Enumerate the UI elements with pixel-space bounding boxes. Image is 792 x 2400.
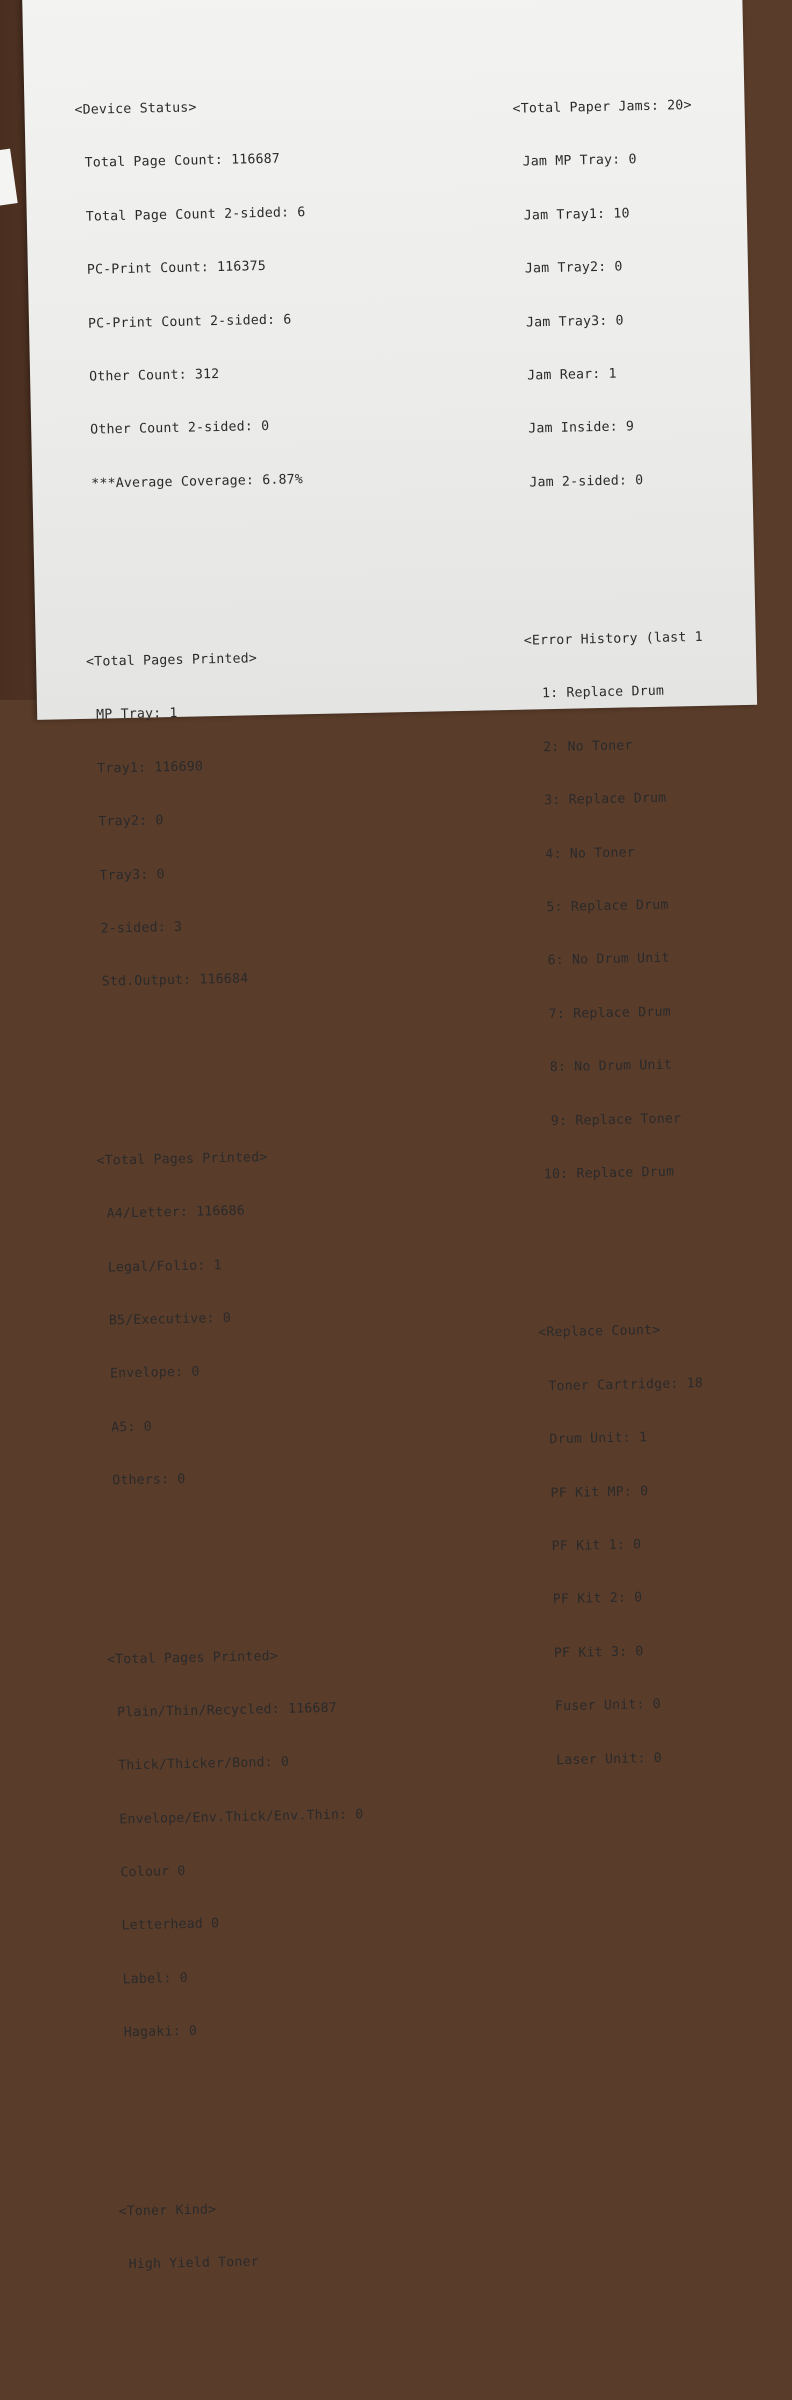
report-line: Tray2: 0 (98, 813, 164, 830)
report-line: 6: No Drum Unit (539, 951, 670, 969)
report-line: Std.Output: 116684 (101, 971, 249, 990)
report-line: Jam 2-sided: 0 (529, 472, 644, 491)
report-line: Envelope/Env.Thick/Env.Thin: 0 (119, 1806, 364, 1828)
report-line: PC-Print Count: 116375 (86, 259, 267, 278)
section-heading: <Device Status> (74, 100, 197, 118)
report-line: PF Kit MP: 0 (550, 1483, 649, 1501)
report-line: Label: 0 (122, 1970, 188, 1988)
report-line: 5: Replace Drum (538, 897, 669, 916)
report-line: MP Tray: 1 (96, 706, 178, 724)
report-line: B5/Executive: 0 (108, 1310, 232, 1329)
pages-by-size-section (96, 1112, 358, 1527)
toner-kind-section (118, 2162, 374, 2310)
pages-by-tray-section (85, 613, 347, 1028)
report-line: Total Page Count: 116687 (84, 152, 281, 172)
report-line: PF Kit 1: 0 (551, 1537, 642, 1555)
report-line: Letterhead 0 (121, 1916, 220, 1934)
report-line: Jam MP Tray: 0 (522, 152, 637, 170)
report-line: Laser Unit: 0 (556, 1750, 663, 1768)
pages-by-media-section (106, 1610, 369, 2078)
report-line: Tray3: 0 (99, 866, 165, 884)
section-heading: <Toner Kind> (118, 2202, 217, 2220)
report-line: Colour 0 (120, 1864, 186, 1881)
section-heading: <Total Pages Printed> (96, 1149, 268, 1169)
report-line: Jam Inside: 9 (528, 419, 635, 437)
section-heading: <Total Pages Printed> (106, 1648, 279, 1668)
report-line: A5: 0 (110, 1419, 152, 1436)
section-heading: <Error History (last 1 (523, 629, 703, 649)
report-line: Other Count: 312 (88, 366, 220, 385)
report-line: ***Average Coverage: 6.87% (91, 471, 304, 492)
report-line: 4: No Toner (537, 845, 636, 863)
report-line: Others: 0 (112, 1472, 186, 1489)
left-column (72, 8, 375, 2400)
error-history-section (523, 593, 715, 1220)
paper-jams-section (512, 61, 701, 527)
report-line: 9: Replace Toner (542, 1111, 682, 1129)
report-line: Total Page Count 2-sided: 6 (85, 204, 306, 225)
report-line: 8: No Drum Unit (541, 1057, 673, 1076)
report-line: PF Kit 3: 0 (553, 1644, 644, 1661)
report-line: 2-sided: 3 (100, 919, 183, 937)
section-heading: <Total Pages Printed> (85, 651, 258, 670)
section-heading: <Total Paper Jams: 20> (512, 97, 692, 117)
right-column (511, 8, 729, 1875)
report-line: Toner Cartridge: 18 (548, 1375, 704, 1395)
report-line: High Yield Toner (128, 2254, 260, 2273)
report-line: Envelope: 0 (109, 1364, 200, 1382)
printer-report-page (22, 0, 757, 2273)
report-line: PF Kit 2: 0 (552, 1590, 643, 1608)
report-line: Thick/Thicker/Bond: 0 (118, 1755, 290, 1774)
section-heading: <Replace Count> (538, 1323, 661, 1341)
report-line: Fuser Unit: 0 (554, 1697, 662, 1715)
report-line: Legal/Folio: 1 (107, 1257, 222, 1276)
report-line: Tray1: 116690 (97, 759, 204, 777)
replace-count-section (537, 1286, 727, 1806)
report-line: Plain/Thin/Recycled: 116687 (116, 1700, 337, 1721)
report-line: Jam Tray3: 0 (525, 313, 624, 331)
report-line: 2: No Toner (534, 738, 633, 756)
report-line: Other Count 2-sided: 0 (90, 419, 270, 438)
device-status-section (74, 61, 337, 529)
report-line: Jam Rear: 1 (527, 366, 617, 384)
report-line: Jam Tray1: 10 (523, 206, 630, 224)
report-line: Hagaki: 0 (123, 2024, 198, 2041)
report-line: 3: Replace Drum (535, 790, 667, 809)
report-line: Jam Tray2: 0 (524, 259, 623, 277)
report-line: Drum Unit: 1 (549, 1430, 648, 1448)
report-line: PC-Print Count 2-sided: 6 (87, 311, 292, 332)
report-line: 1: Replace Drum (533, 684, 665, 702)
report-line: A4/Letter: 116686 (106, 1203, 246, 1222)
report-line: 10: Replace Drum (543, 1164, 675, 1183)
report-line: 7: Replace Drum (540, 1004, 671, 1023)
